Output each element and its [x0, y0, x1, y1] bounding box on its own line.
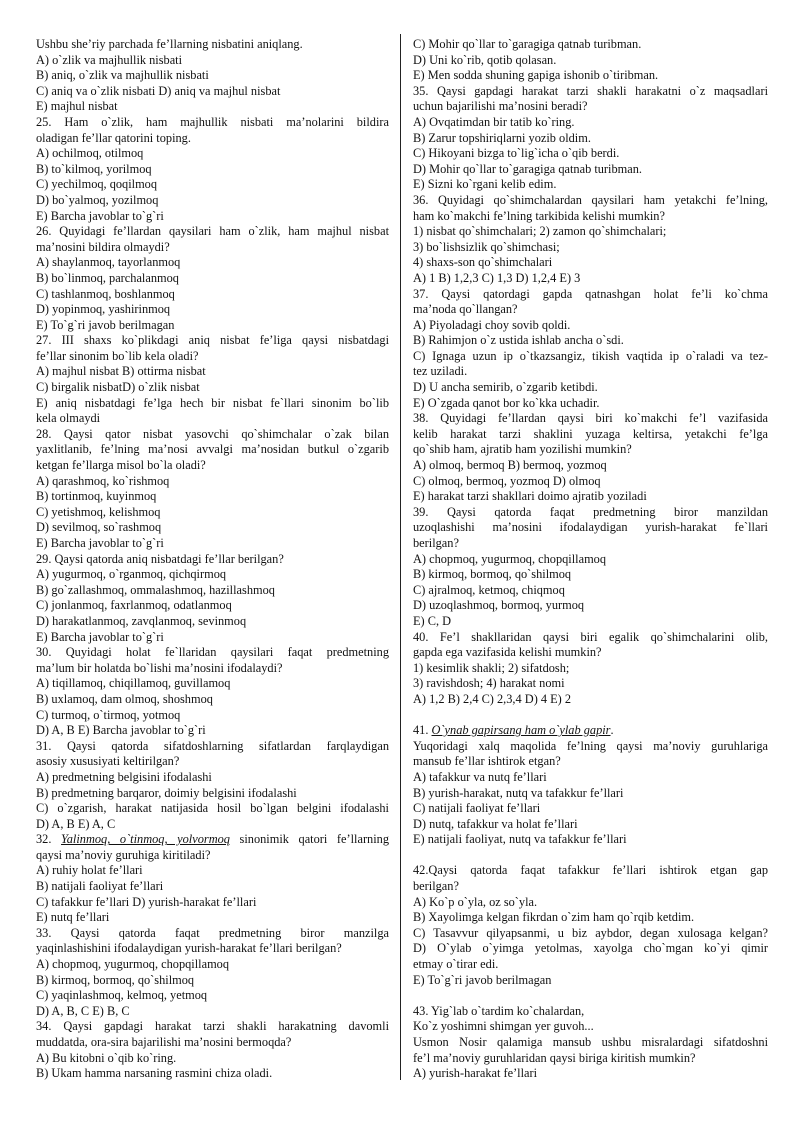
text-line: ma’noda qo`llangan? [413, 302, 518, 317]
text-line: gapda ega vazifasida kelishi mumkin? [413, 645, 602, 660]
text-line: E) Barcha javoblar to`g`ri [36, 208, 164, 223]
underlined-phrase: O`ynab gapirsang ham o`ylab gapir [431, 723, 611, 738]
text-line: fe’l ma’noviy guruhlaridan qaysi biriga kiritish mumkin? [413, 1050, 696, 1065]
text-line: A) predmetning belgisini ifodalashi [36, 769, 212, 784]
text-line: qaysi ma’noviy guruhiga kiritiladi? [36, 847, 211, 862]
text-line: 31. Qaysi qatorda sifatdoshlarning sifatlardan farqlaydigan [36, 738, 389, 753]
text-line: etmay o`tirar edi. [413, 957, 499, 972]
text-line: 29. Qaysi qatorda aniq nisbatdagi fe’llar berilgan? [36, 551, 284, 566]
text-line: yaqinlashishini ifodalaydigan yurish-harakat fe’llari berilgan? [36, 941, 342, 956]
text-line: C) jonlanmoq, faxrlanmoq, odatlanmoq [36, 598, 232, 613]
text-line: uzoqlashishi ma’nosini ifodalaydigan yurish-harakat fe`llari [413, 520, 768, 535]
text-line: 27. III shaxs ko`plikdagi aniq nisbat fe’liga qaysi nisbatdagi [36, 333, 389, 348]
text-line: B) to`kilmoq, yorilmoq [36, 161, 152, 176]
text-line: 26. Quyidagi fe’llardan qaysilari ham o`zlik, ham majhul nisbat [36, 224, 389, 239]
text-line [413, 723, 768, 739]
text-line: D) yopinmoq, yashirinmoq [36, 302, 171, 317]
text-line: C) yechilmoq, qoqilmoq [36, 177, 158, 192]
text-line: uchun bajarilishi ma’nosini beradi? [413, 99, 588, 114]
text-line: A) Piyoladagi choy sovib qoldi. [413, 317, 571, 332]
text-line: E) Men sodda shuning gapiga ishonib o`tiribman. [413, 68, 659, 83]
text-line: A) shaylanmoq, tayorlanmoq [36, 255, 181, 270]
text-line: ma’nosini bildira olmaydi? [36, 239, 170, 254]
text-line: A) Bu kitobni o`qib ko`ring. [36, 1050, 177, 1065]
text-line: A) ruhiy holat fe’llari [36, 863, 143, 878]
text-line: C) tashlanmoq, boshlanmoq [36, 286, 175, 301]
text-line: E) nutq fe’llari [36, 910, 110, 925]
text-line: A) Ko`p o`yla, oz so`yla. [413, 894, 538, 909]
text-line: D) harakatlanmoq, zavqlanmoq, sevinmoq [36, 613, 247, 628]
text-line: A) tiqillamoq, chiqillamoq, guvillamoq [36, 676, 231, 691]
text-line: 37. Qaysi qatordagi gapda qatnashgan holat fe’li ko`chma [413, 286, 768, 301]
text-line: C) yaqinlashmoq, kelmoq, yetmoq [36, 988, 208, 1003]
text-line: D) nutq, tafakkur va holat fe’llari [413, 816, 578, 831]
text-line: A) majhul nisbat B) ottirma nisbat [36, 364, 206, 379]
text-line: mansub fe’llar ishtirok etgan? [413, 754, 561, 769]
text-line: C) yetishmoq, kelishmoq [36, 504, 161, 519]
text-line: E) majhul nisbat [36, 99, 118, 114]
text-line: berilgan? [413, 879, 459, 894]
text-line: E) harakat tarzi shakllari doimo ajratib yoziladi [413, 489, 647, 504]
text-line: yaxlitlanib, fe’lning ma’nosi avvalgi ma’nosidan butkul o`zgarib [36, 442, 389, 457]
text-line: C) natijali faoliyat fe’llari [413, 801, 541, 816]
text-line: A) Ovqatimdan bir tatib ko`ring. [413, 114, 575, 129]
text-line: C) Ignaga uzun ip o`tkazsangiz, tikish vaqtida ip o`raladi va tez- [413, 348, 768, 363]
text-line: E) C, D [413, 613, 452, 628]
text-line: 43. Yig`lab o`tardim ko`chalardan, [413, 1003, 585, 1018]
text-line: 39. Qaysi qatorda faqat predmetning biror manzildan [413, 504, 768, 519]
text-line: B) aniq, o`zlik va majhullik nisbati [36, 68, 209, 83]
text-line: A) o`zlik va majhullik nisbati [36, 52, 183, 67]
text-line: C) o`zgarish, harakat natijasida hosil bo`lgan belgini ifodalashi [36, 801, 389, 816]
text-line: C) tafakkur fe’llari D) yurish-harakat fe’llari [36, 894, 257, 909]
text-line: E) Barcha javoblar to`g`ri [36, 629, 164, 644]
text-line: B) Rahimjon o`z ustida ishlab ancha o`sdi. [413, 333, 624, 348]
text-line: 1) kesimlik shakli; 2) sifatdosh; [413, 660, 570, 675]
text-line: A) 1 B) 1,2,3 C) 1,3 D) 1,2,4 E) 3 [413, 270, 581, 285]
text-line: 30. Quyidagi holat fe`llaridan qaysilari faqat predmetning [36, 645, 389, 660]
text-line: muddatda, ora-sira bajarilishi ma’nosini bermoqda? [36, 1035, 292, 1049]
text-line: B) predmetning barqaror, doimiy belgisini ifodalashi [36, 785, 297, 800]
text-line: B) Ukam hamma narsaning rasmini chiza oladi. [36, 1066, 273, 1081]
text-line: Ushbu she’riy parchada fe’llarning nisbatini aniqlang. [36, 37, 303, 51]
text-line: ketgan fe’llarga misol bo`la oladi? [36, 458, 206, 473]
text-line: B) natijali faoliyat fe’llari [36, 879, 164, 894]
line-text: . [610, 723, 614, 738]
text-line: ham ko`makchi fe’lning tarkibida kelishi mumkin? [413, 208, 665, 223]
text-line: C) ajralmoq, ketmoq, chiqmoq [413, 582, 565, 597]
text-line: D) O`ylab o`yimga yetolmas, xayolga cho`mgan ko`yi qimir [413, 941, 768, 956]
text-line: 25. Ham o`zlik, ham majhullik nisbati ma’nolarini bildira [36, 114, 389, 129]
text-line: A) olmoq, bermoq B) bermoq, yozmoq [413, 458, 607, 473]
text-line: Ko`z yoshimni shimgan yer guvoh... [413, 1019, 594, 1034]
text-line: C) Hikoyani bizga to`lig`icha o`qib berdi. [413, 146, 620, 161]
text-line: 28. Qaysi qator nisbat yasovchi qo`shimchalar o`zak bilan [36, 426, 389, 441]
text-line: D) bo`yalmoq, yozilmoq [36, 192, 159, 207]
text-line: E) natijali faoliyat, nutq va tafakkur fe’llari [413, 832, 627, 847]
text-line: Usmon Nosir qalamiga mansub ushbu misralardagi sifatdoshni [413, 1035, 768, 1049]
text-line: C) aniq va o`zlik nisbati D) aniq va majhul nisbat [36, 83, 281, 98]
text-line: oladigan fe’llar qatorini toping. [36, 130, 191, 145]
text-line: C) olmoq, bermoq, yozmoq D) olmoq [413, 473, 601, 488]
text-line: A) qarashmoq, ko`rishmoq [36, 473, 170, 488]
text-line: A) ochilmoq, otilmoq [36, 146, 144, 161]
text-line: D) Mohir qo`llar to`garagiga qatnab turibman. [413, 161, 642, 176]
text-line: C) Tasavvur qilyapsanmi, u biz aybdor, degan xulosaga kelgan? [413, 925, 768, 940]
text-line: tez uziladi. [413, 364, 468, 379]
text-line: C) birgalik nisbatD) o`zlik nisbat [36, 380, 200, 395]
text-line: kela olmaydi [36, 411, 101, 426]
text-line: qo`shib ham, ajratib ham yozilishi mumkin? [413, 442, 632, 457]
text-line: asosiy xususiyati keltirilgan? [36, 754, 180, 769]
text-line: A) tafakkur va nutq fe’llari [413, 769, 547, 784]
text-line: A) chopmoq, yugurmoq, chopqillamoq [36, 957, 230, 972]
text-line: D) A, B E) A, C [36, 816, 116, 831]
text-line: 33. Qaysi qatorda faqat predmetning biror manzilga [36, 925, 389, 940]
text-line: A) yurish-harakat fe’llari [413, 1066, 538, 1081]
text-line: E) To`g`ri javob berilmagan [36, 317, 175, 332]
text-line: E) aniq nisbatdagi fe’lga hech bir nisbat fe`llari sinonim bo`lib [36, 395, 389, 410]
text-line: D) Uni ko`rib, qotib qolasan. [413, 52, 557, 67]
text-line: 3) bo`lishsizlik qo`shimchasi; [413, 239, 560, 254]
text-line: 42.Qaysi qatorda faqat tafakkur fe’llari ishtirok etgan gap [413, 863, 768, 878]
right-column [413, 37, 768, 1082]
text-line: 36. Quyidagi qo`shimchalardan qaysilari ham yetakchi fe’lning, [413, 192, 768, 207]
text-line: D) A, B E) Barcha javoblar to`g`ri [36, 723, 206, 738]
text-line: B) kirmoq, bormoq, qo`shilmoq [36, 972, 195, 987]
underlined-phrase: Yalinmoq, o`tinmoq, yolvormoq [61, 832, 230, 847]
text-line: 1) nisbat qo`shimchalari; 2) zamon qo`shimchalari; [413, 224, 667, 239]
text-line: E) To`g`ri javob berilmagan [413, 972, 552, 987]
text-line: B) yurish-harakat, nutq va tafakkur fe’llari [413, 785, 624, 800]
text-line: berilgan? [413, 536, 459, 550]
text-line [36, 832, 389, 848]
text-line: D) U ancha semirib, o`zgarib ketibdi. [413, 380, 598, 395]
text-line: D) uzoqlashmoq, bormoq, yurmoq [413, 598, 585, 613]
text-line: A) 1,2 B) 2,4 C) 2,3,4 D) 4 E) 2 [413, 691, 572, 706]
line-text: sinonimik qatori fe’llarning [229, 832, 390, 847]
text-line: D) A, B, C E) B, C [36, 1003, 130, 1018]
text-line: 34. Qaysi gapdagi harakat tarzi shakli harakatning davomli [36, 1019, 389, 1034]
text-line: C) turmoq, o`tirmoq, yotmoq [36, 707, 181, 722]
text-line: B) kirmoq, bormoq, qo`shilmoq [413, 567, 572, 582]
text-line: C) Mohir qo`llar to`garagiga qatnab turibman. [413, 37, 642, 51]
text-line: 38. Quyidagi fe’llardan qaysi biri ko`makchi fe’l vazifasida [413, 411, 768, 426]
text-line: ma’lum bir holatda bo`lishi ma’nosini ifodalaydi? [36, 660, 283, 675]
text-line: 3) ravishdosh; 4) harakat nomi [413, 676, 565, 691]
text-line: 40. Fe’l shakllaridan qaysi biri egalik qo`shimchalarini olib, [413, 629, 768, 644]
text-line: B) bo`linmoq, parchalanmoq [36, 270, 179, 285]
text-line: B) Zarur topshiriqlarni yozib oldim. [413, 130, 591, 145]
text-line: B) uxlamoq, dam olmoq, shoshmoq [36, 691, 213, 706]
question-number: 41. [413, 723, 432, 738]
text-line: A) yugurmoq, o`rganmoq, qichqirmoq [36, 567, 227, 582]
text-line: E) O`zgada qanot bor ko`kka uchadir. [413, 395, 600, 410]
text-line: E) Barcha javoblar to`g`ri [36, 536, 164, 550]
left-column [36, 37, 389, 1082]
text-line: kelib harakat tarzi shaklini yuzaga keltirsa, yetakchi fe’lga [413, 426, 768, 441]
text-line: B) tortinmoq, kuyinmoq [36, 489, 157, 504]
text-line: fe’llar sinonim bo`lib kela oladi? [36, 348, 199, 363]
text-line: B) Xayolimga kelgan fikrdan o`zim ham qo`rqib ketdim. [413, 910, 695, 925]
column-divider [400, 34, 401, 1080]
text-line: A) chopmoq, yugurmoq, chopqillamoq [413, 551, 607, 566]
text-line: 4) shaxs-son qo`shimchalari [413, 255, 553, 270]
text-line: E) Sizni ko`rgani kelib edim. [413, 177, 557, 192]
question-number: 32. [36, 832, 62, 847]
text-line: 35. Qaysi gapdagi harakat tarzi shakli harakatni o`z maqsadlari [413, 83, 768, 98]
text-line: B) go`zallashmoq, ommalashmoq, hazillashmoq [36, 582, 275, 597]
text-line: D) sevilmoq, so`rashmoq [36, 520, 162, 535]
text-line: Yuqoridagi xalq maqolida fe’lning qaysi ma’noviy guruhlariga [413, 738, 768, 753]
